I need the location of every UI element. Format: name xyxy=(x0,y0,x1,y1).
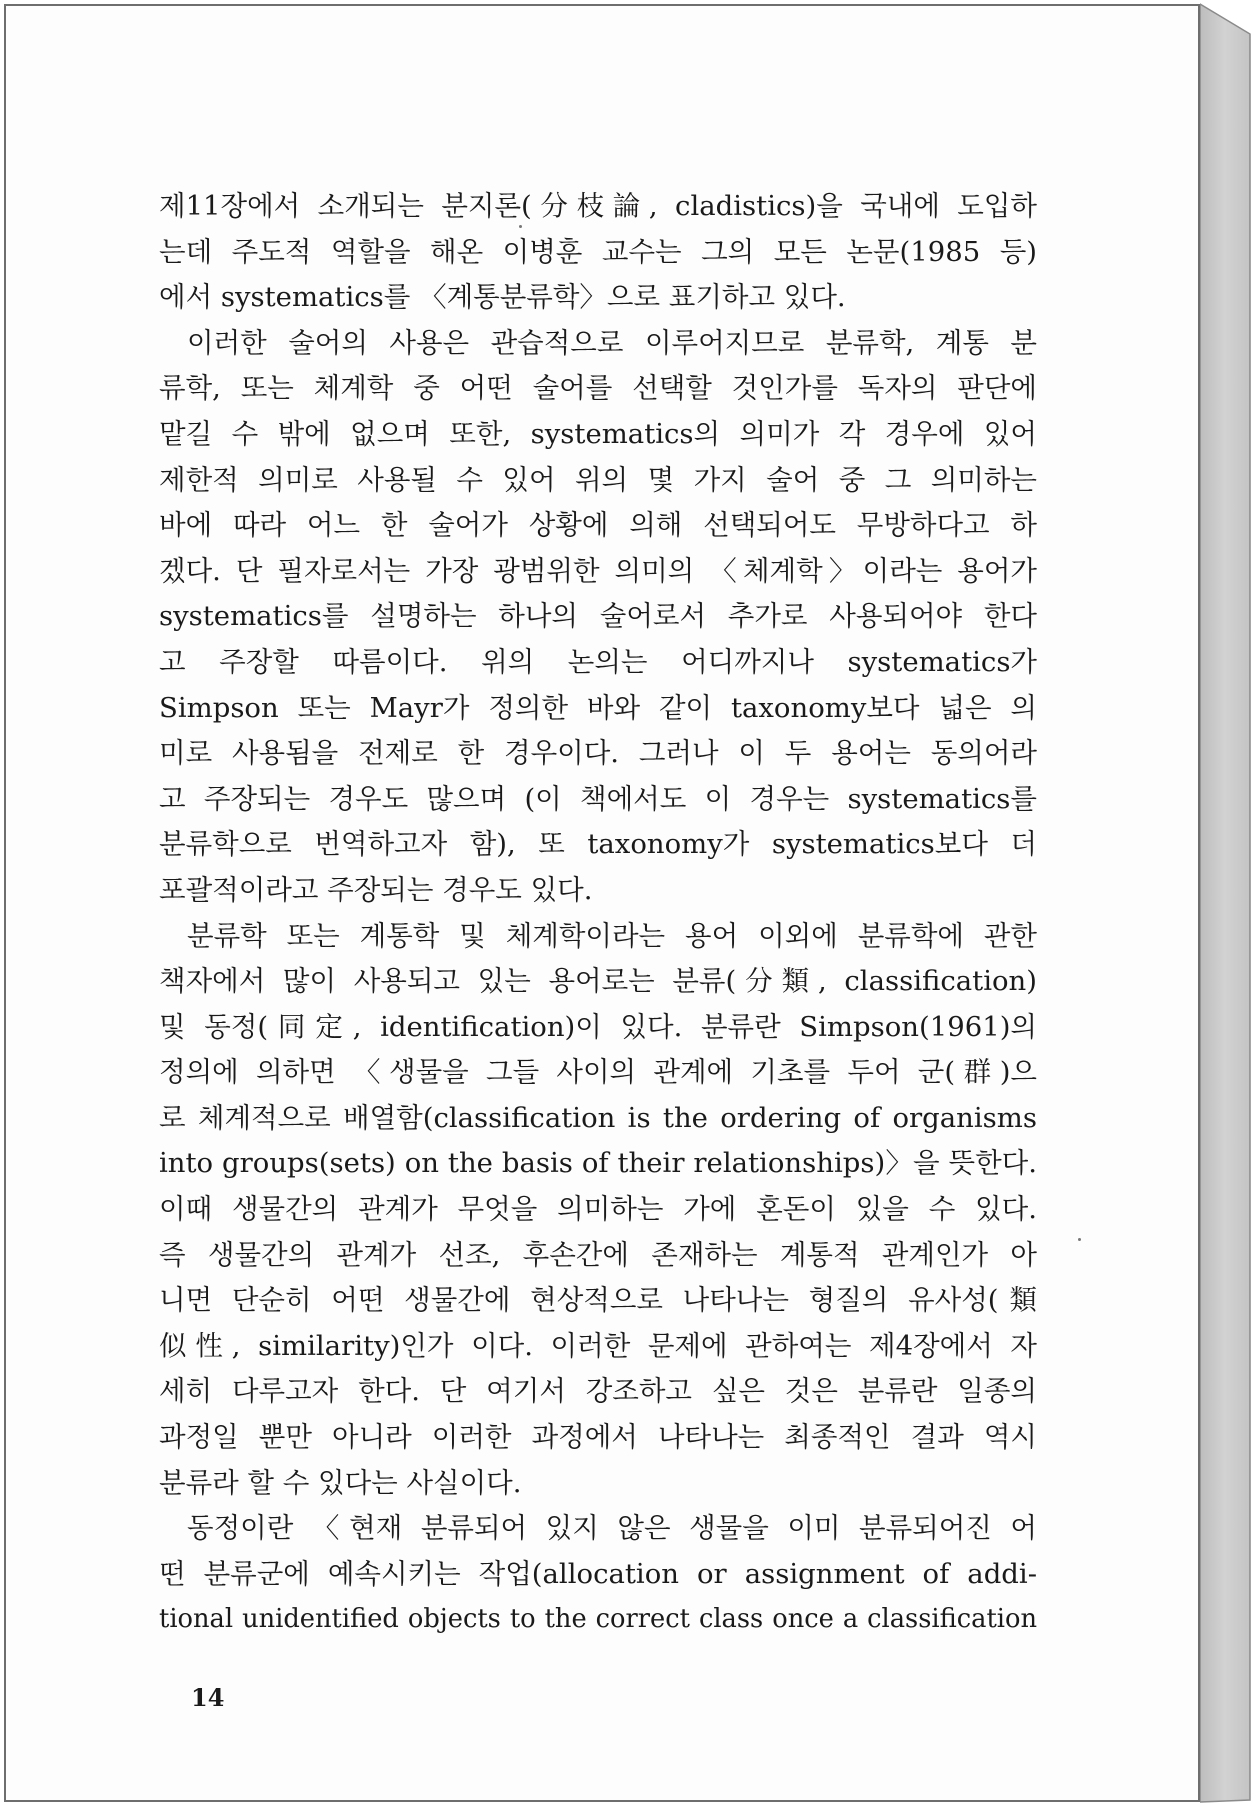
page-number: 14 xyxy=(191,1683,225,1712)
text-line: 이러한 술어의 사용은 관습적으로 이루어지므로 분류학, 계통 분 xyxy=(187,326,1037,359)
text-line: 는데 주도적 역할을 해온 이병훈 교수는 그의 모든 논문(1985 등) xyxy=(159,235,1037,268)
text-line: 분류라 할 수 있다는 사실이다. xyxy=(159,1466,522,1499)
text-line: 제한적 의미로 사용될 수 있어 위의 몇 가지 술어 중 그 의미하는 xyxy=(159,463,1037,496)
text-line: 바에 따라 어느 한 술어가 상황에 의해 선택되어도 무방하다고 하 xyxy=(159,509,1037,542)
text-line: 세히 다루고자 한다. 단 여기서 강조하고 싶은 것은 분류란 일종의 xyxy=(159,1375,1037,1408)
text-line: 고 주장되는 경우도 많으며 (이 책에서도 이 경우는 systematics를 xyxy=(159,782,1037,815)
text-line: 로 체계적으로 배열함(classification is the ordering of organisms xyxy=(159,1101,1037,1134)
text-line: 니면 단순히 어떤 생물간에 현상적으로 나타나는 형질의 유사성(類 xyxy=(159,1284,1037,1317)
page-stack-edge-graphic xyxy=(1200,0,1257,1806)
text-line: 떤 분류군에 예속시키는 작업(allocation or assignment of addi- xyxy=(159,1557,1037,1590)
paragraph-4 xyxy=(159,1506,1037,1643)
text-line: 겠다. 단 필자로서는 가장 광범위한 의미의 〈체계학〉이라는 용어가 xyxy=(159,554,1037,587)
text-line: tional unidentified objects to the correct class once a classification xyxy=(159,1604,1037,1635)
page-stack-edge xyxy=(1200,0,1257,1806)
text-line: 고 주장할 따름이다. 위의 논의는 어디까지나 systematics가 xyxy=(159,645,1037,678)
text-line: 과정일 뿐만 아니라 이러한 과정에서 나타나는 최종적인 결과 역시 xyxy=(159,1421,1037,1454)
text-line: systematics를 설명하는 하나의 술어로서 추가로 사용되어야 한다 xyxy=(159,600,1037,633)
text-line: 이때 생물간의 관계가 무엇을 의미하는 가에 혼돈이 있을 수 있다. xyxy=(159,1193,1037,1226)
scan-speck xyxy=(1078,1238,1081,1241)
text-line: 맡길 수 밖에 없으며 또한, systematics의 의미가 각 경우에 있어 xyxy=(159,417,1037,450)
text-line: 분류학으로 번역하고자 함), 또 taxonomy가 systematics보다 더 xyxy=(159,828,1037,861)
text-line: 즉 생물간의 관계가 선조, 후손간에 존재하는 계통적 관계인가 아 xyxy=(159,1238,1037,1271)
text-line: 미로 사용됨을 전제로 한 경우이다. 그러나 이 두 용어는 동의어라 xyxy=(159,737,1037,770)
paragraph-2 xyxy=(159,321,1037,914)
scan-speck xyxy=(519,225,522,228)
body-text xyxy=(159,184,1037,1643)
text-line: 및 동정(同定, identification)이 있다. 분류란 Simpson(1961)의 xyxy=(159,1010,1037,1043)
text-line: 似性, similarity)인가 이다. 이러한 문제에 관하여는 제4장에서 자 xyxy=(159,1329,1037,1362)
text-line: into groups(sets) on the basis of their relationships)〉을 뜻한다. xyxy=(159,1147,1037,1180)
text-line: Simpson 또는 Mayr가 정의한 바와 같이 taxonomy보다 넓은 의 xyxy=(159,691,1037,724)
paragraph-1 xyxy=(159,184,1037,321)
text-line: 에서 systematics를 〈계통분류학〉으로 표기하고 있다. xyxy=(159,281,846,314)
paragraph-3 xyxy=(159,914,1037,1507)
text-line: 류학, 또는 체계학 중 어떤 술어를 선택할 것인가를 독자의 판단에 xyxy=(159,372,1037,405)
text-line: 정의에 의하면 〈생물을 그들 사이의 관계에 기초를 두어 군(群)으 xyxy=(159,1056,1037,1089)
text-line: 포괄적이라고 주장되는 경우도 있다. xyxy=(159,873,593,906)
text-line: 동정이란 〈현재 분류되어 있지 않은 생물을 이미 분류되어진 어 xyxy=(187,1512,1037,1545)
text-line: 책자에서 많이 사용되고 있는 용어로는 분류(分類, classification) xyxy=(159,965,1037,998)
text-line: 제11장에서 소개되는 분지론(分枝論, cladistics)을 국내에 도입하 xyxy=(159,190,1037,222)
text-line: 분류학 또는 계통학 및 체계학이라는 용어 이외에 분류학에 관한 xyxy=(187,919,1037,952)
